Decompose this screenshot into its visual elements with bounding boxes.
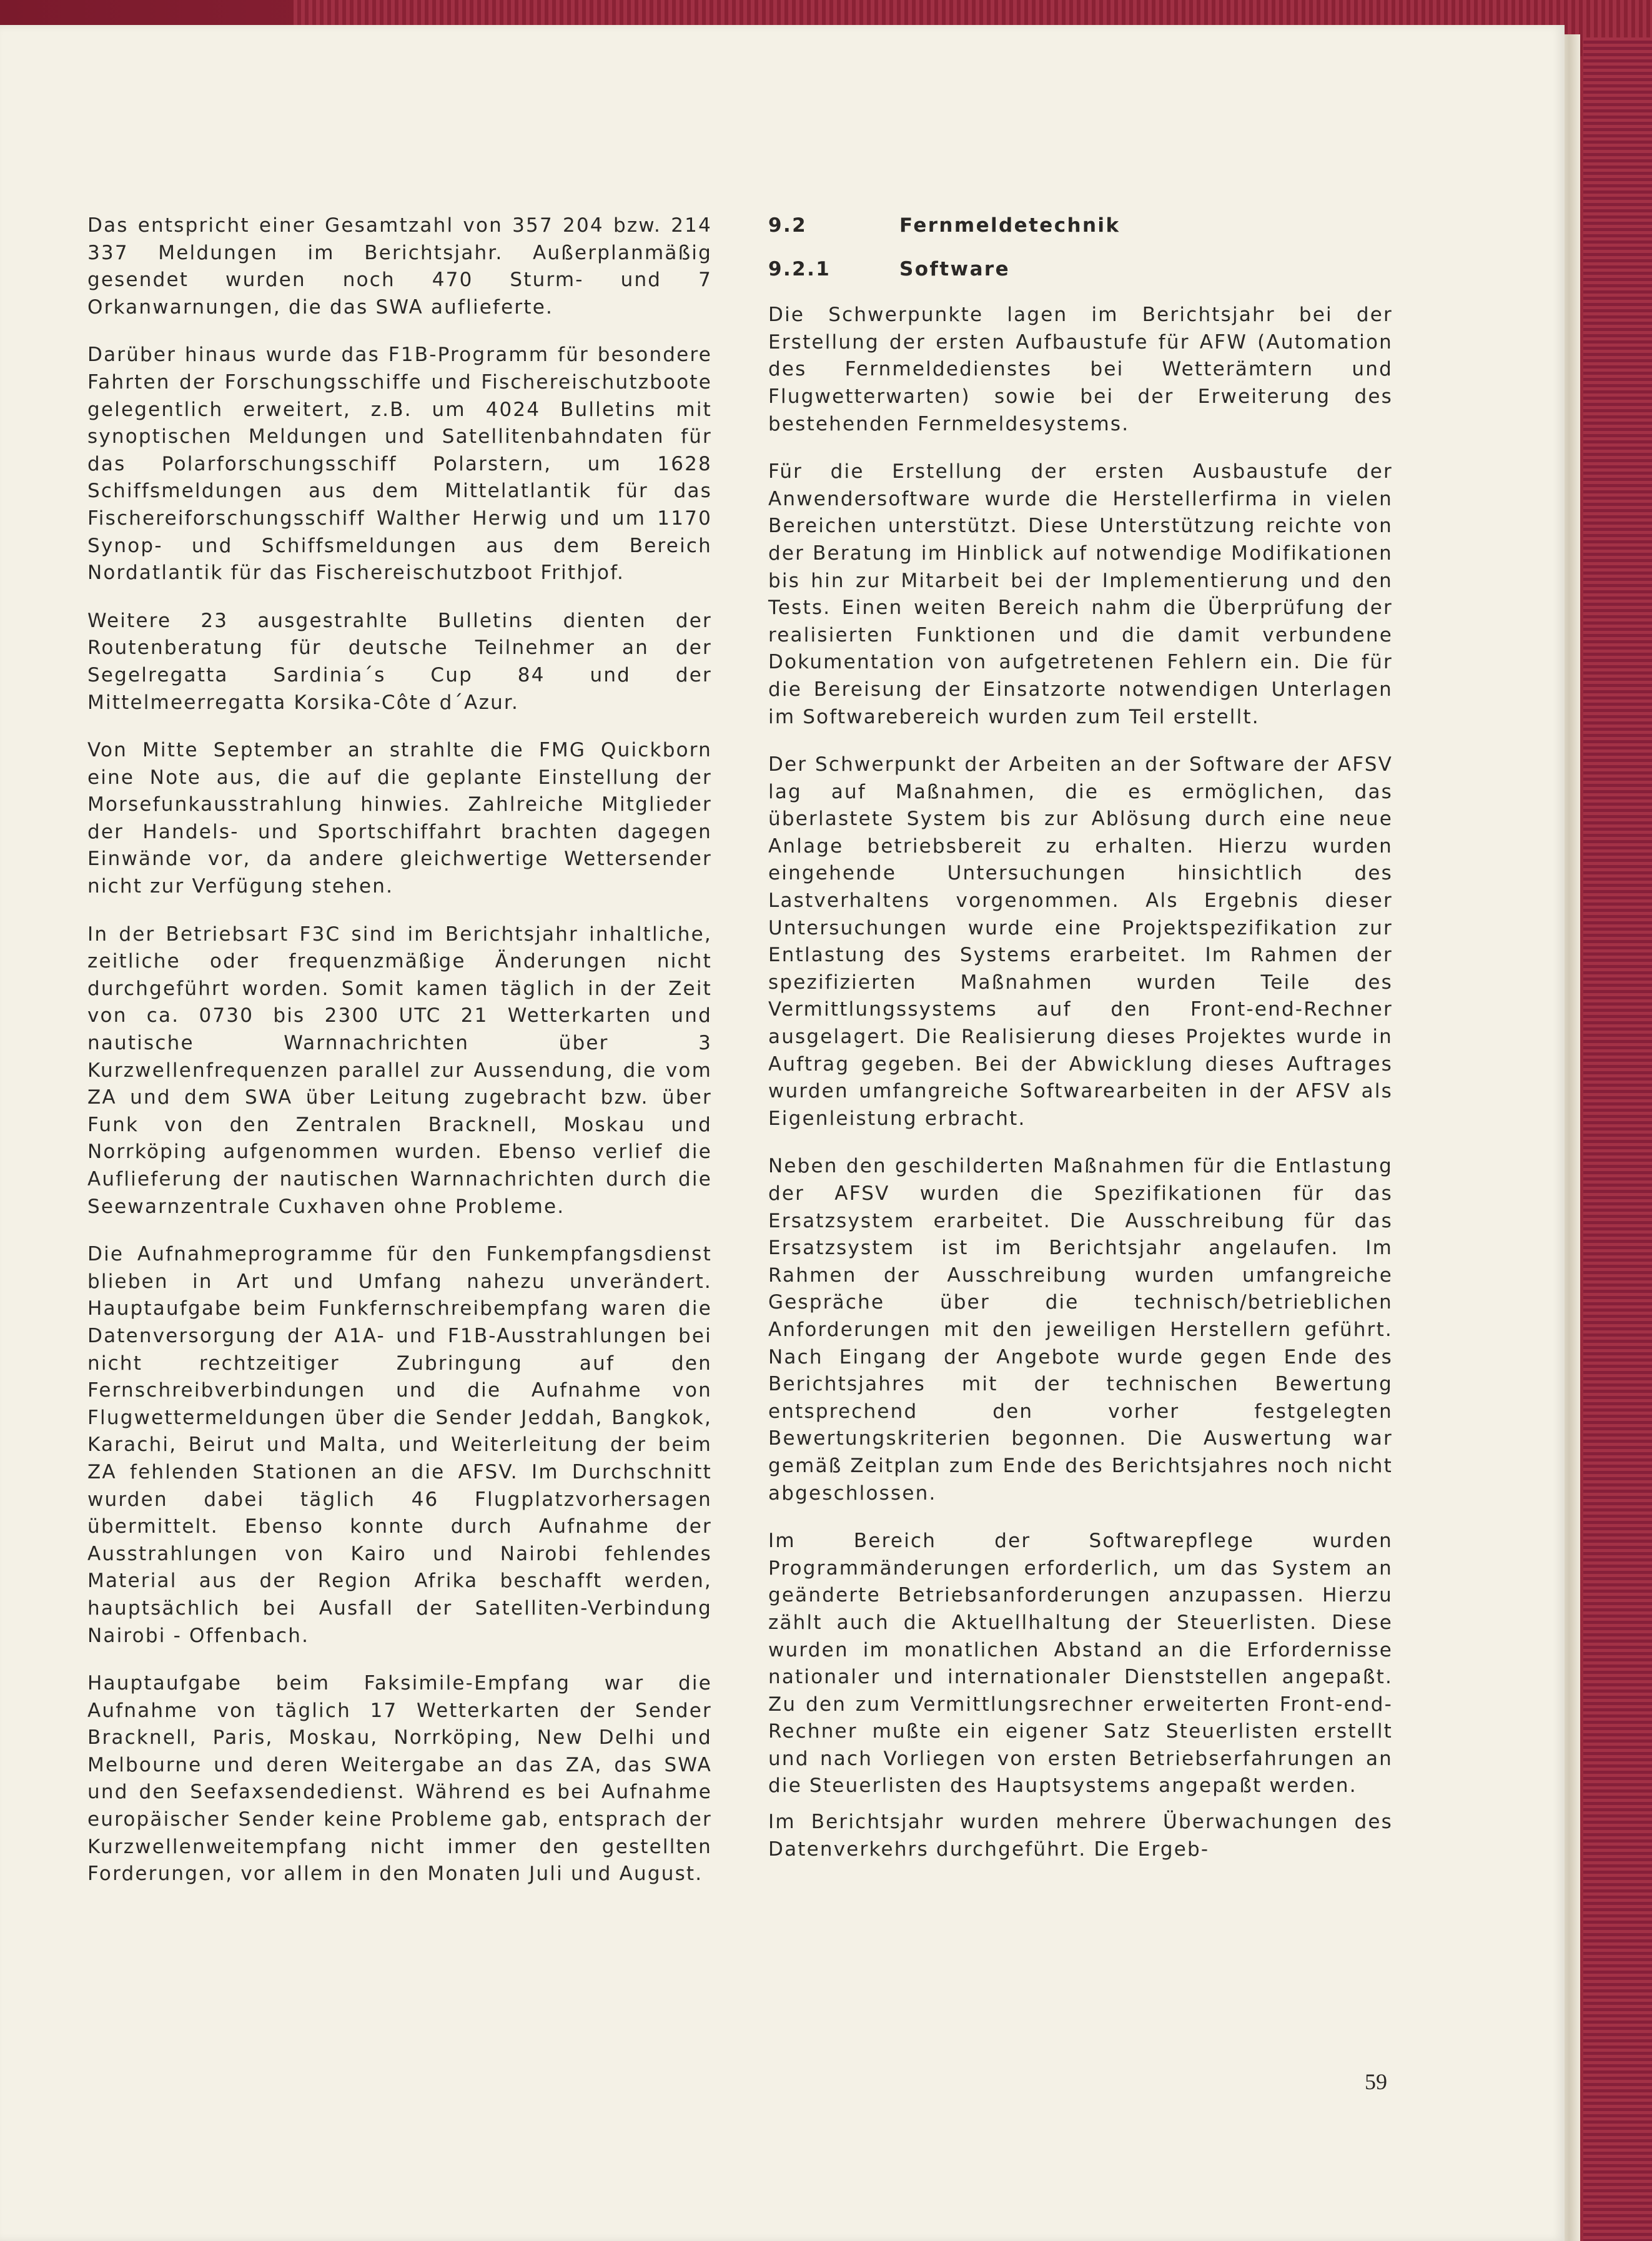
paragraph: Im Berichtsjahr wurden mehrere Überwachungen des Datenverkehrs durchgeführt. Die Ergeb- bbox=[768, 1811, 1393, 1861]
section-title: Fernmeldetechnik bbox=[899, 214, 1120, 237]
paragraph: Die Aufnahmeprogramme für den Funkempfangsdienst blieben in Art und Umfang nahezu unverändert. Hauptaufgabe beim Funkfernschreibempfang waren die Datenversorgung der A1A- und F1B-Ausstrahlungen bei nicht rechtzeitiger Zubringung auf den Fernschreibverbindungen und die Aufnahme von Flugwettermeldungen über die Sender Jeddah, Bangkok, Karachi, Beirut und Malta, und Weiterleitung der beim ZA fehlenden Stationen an die AFSV. Im Durchschnitt wurden dabei täglich 46 Flugplatzvorhersagen übermittelt. Ebenso konnte durch Aufnahme der Ausstrahlungen von Kairo und Nairobi fehlendes Material aus der Region Afrika beschafft werden, hauptsächlich bei Ausfall der Satelliten-Verbindung Nairobi - Offenbach. bbox=[87, 1243, 712, 1647]
paragraph: Weitere 23 ausgestrahlte Bulletins dienten der Routenberatung für deutsche Teilnehmer an der Segelregatta Sardinia´s Cup 84 und der Mittelmeerregatta Korsika-Côte d´Azur. bbox=[87, 609, 712, 714]
subsection-heading bbox=[768, 256, 1393, 284]
subsection-title: Software bbox=[899, 257, 1011, 280]
paragraph: Das entspricht einer Gesamtzahl von 357 204 bzw. 214 337 Meldungen im Berichtsjahr. Außerplanmäßig gesendet wurden noch 470 Sturm- und 7 Orkanwarnungen, die das SWA auflieferte. bbox=[87, 214, 712, 319]
paragraph: Für die Erstellung der ersten Ausbaustufe der Anwendersoftware wurde die Herstellerfirma in vielen Bereichen unterstützt. Diese Unterstützung reichte von der Beratung im Hinblick auf notwendige Modifikationen bis hin zur Mitarbeit bei der Implementierung und den Tests. Einen weiten Bereich nahm die Überprüfung der realisierten Funktionen und die damit verbundene Dokumentation von aufgetretenen Fehlern ein. Die für die Bereisung der Einsatzorte notwendigen Unterlagen im Softwarebereich wurden zum Teil erstellt. bbox=[768, 460, 1393, 728]
paragraph: In der Betriebsart F3C sind im Berichtsjahr inhaltliche, zeitliche oder frequenzmäßige Änderungen nicht durchgeführt worden. Somit kamen täglich in der Zeit von ca. 0730 bis 2300 UTC 21 Wetterkarten und nautische Warnnachrichten über 3 Kurzwellenfrequenzen parallel zur Aussendung, die vom ZA und dem SWA über Leitung zugebracht bzw. über Funk von den Zentralen Bracknell, Moskau und Norrköping aufgenommen wurden. Ebenso verlief die Auflieferung der nautischen Warnnachrichten durch die Seewarnzentrale Cuxhaven ohne Probleme. bbox=[87, 923, 712, 1218]
right-column bbox=[768, 212, 1393, 1884]
paragraph: Der Schwerpunkt der Arbeiten an der Software der AFSV lag auf Maßnahmen, die es ermöglichen, das überlastete System bis zur Ablösung durch eine neue Anlage betriebsbereit zu erhalten. Hierzu wurden eingehende Untersuchungen hinsichtlich des Lastverhaltens vorgenommen. Als Ergebnis dieser Untersuchungen wurde eine Projektspezifikation zur Entlastung des Systems erarbeitet. Im Rahmen der spezifizierten Maßnahmen wurden Teile des Vermittlungssystems auf den Front-end-Rechner ausgelagert. Die Realisierung dieses Projektes wurde in Auftrag gegeben. Bei der Abwicklung dieses Auftrages wurden umfangreiche Softwarearbeiten in der AFSV als Eigenleistung erbracht. bbox=[768, 753, 1393, 1130]
subsection-number: 9.2.1 bbox=[768, 257, 831, 280]
binding-right-edge bbox=[1583, 37, 1652, 2241]
book-page bbox=[0, 25, 1565, 2241]
section-number: 9.2 bbox=[768, 214, 808, 237]
paragraph: Hauptaufgabe beim Faksimile-Empfang war die Aufnahme von täglich 17 Wetterkarten der Sender Bracknell, Paris, Moskau, Norrköping, New Delhi und Melbourne und deren Weitergabe an das ZA, das SWA und den Seefaxsendedienst. Während es bei Aufnahme europäischer Sender keine Probleme gab, entsprach der Kurzwellenweitempfang nicht immer den gestellten Forderungen, vor allem in den Monaten Juli und August. bbox=[87, 1672, 712, 1886]
left-column bbox=[87, 212, 712, 1909]
paragraph: Neben den geschilderten Maßnahmen für die Entlastung der AFSV wurden die Spezifikationen für das Ersatzsystem erarbeitet. Die Ausschreibung für das Ersatzsystem ist im Berichtsjahr angelaufen. Im Rahmen der Ausschreibung wurden umfangreiche Gespräche über die technisch/betrieblichen Anforderungen mit den jeweiligen Herstellern geführt. Nach Eingang der Angebote wurde gegen Ende des Berichtsjahres mit der technischen Bewertung entsprechend den vorher festgelegten Bewertungskriterien begonnen. Die Auswertung war gemäß Zeitplan zum Ende des Berichtsjahres noch nicht abgeschlossen. bbox=[768, 1155, 1393, 1505]
paragraph: Von Mitte September an strahlte die FMG Quickborn eine Note aus, die auf die geplante Einstellung der Morsefunkausstrahlung hinwies. Zahlreiche Mitglieder der Handels- und Sportschiffahrt brachten dagegen Einwände vor, da andere gleichwertige Wettersender nicht zur Verfügung stehen. bbox=[87, 739, 712, 898]
section-heading bbox=[768, 212, 1393, 240]
page-number: 59 bbox=[1365, 2069, 1387, 2094]
paragraph: Im Bereich der Softwarepflege wurden Programmänderungen erforderlich, um das System an geänderte Betriebsanforderungen anzupassen. Hierzu zählt auch die Aktuellhaltung der Steuerlisten. Diese wurden im monatlichen Abstand an die Erfordernisse nationaler und internationaler Dienststellen angepaßt. Zu den zum Vermittlungsrechner erweiterten Front-end-Rechner mußte ein eigener Satz Steuerlisten erstellt und nach Vorliegen von ersten Betriebserfahrungen an die Steuerlisten des Hauptsystems angepaßt werden. bbox=[768, 1530, 1393, 1798]
paragraph: Die Schwerpunkte lagen im Berichtsjahr bei der Erstellung der ersten Aufbaustufe für AFW (Automation des Fernmeldedienstes bei Wetterämtern und Flugwetterwarten) sowie bei der Erweiterung des bestehenden Fernmeldesystems. bbox=[768, 304, 1393, 435]
paragraph: Darüber hinaus wurde das F1B-Programm für besondere Fahrten der Forschungsschiffe und Fischereischutzboote gelegentlich erweitert, z.B. um 4024 Bulletins mit synoptischen Meldungen und Satellitenbahndaten für das Polarforschungsschiff Polarstern, um 1628 Schiffsmeldungen aus dem Mittelatlantik für das Fischereiforschungsschiff Walther Herwig und um 1170 Synop- und Schiffsmeldungen aus dem Bereich Nordatlantik für das Fischereischutzboot Frithjof. bbox=[87, 344, 712, 585]
